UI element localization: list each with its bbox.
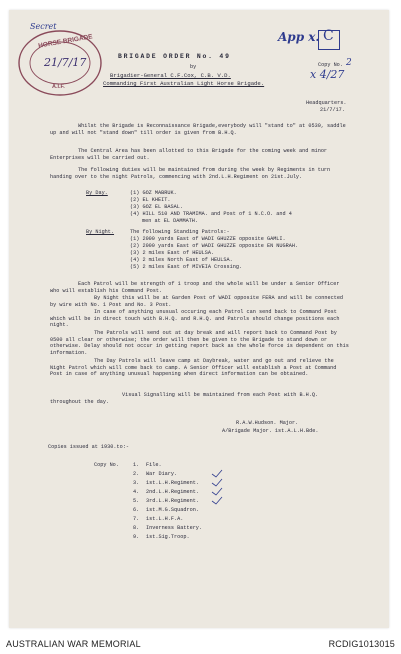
by-day-item: (2) EL KHEIT. (130, 197, 171, 203)
app-mark: App x. (278, 30, 320, 44)
distribution-to: 3rd.L.H.Regiment. (146, 498, 199, 504)
footer-record-id: RCDIG1013015 (328, 639, 395, 649)
distribution-to: 1st.Sig.Troop. (146, 534, 190, 540)
distribution-no: 8. (133, 525, 140, 531)
hq-label: Headquarters. (306, 100, 347, 106)
by-day-item: (1) GOZ MABRUK. (130, 190, 177, 196)
by-night-item: (1) 2000 yards East of WADI GHUZZE opposite GAMLI. (130, 236, 286, 242)
order-title: BRIGADE ORDER No. 49 (118, 53, 231, 60)
para-visual-signalling: Visual Signalling will be maintained from each Post with B.H.Q. throughout the day. (50, 392, 319, 405)
para-night-post: By Night this will be at Garden Post of WADI opposite FERA and will be connected by wire with No. 1 Post and No. 3 Post. (50, 295, 344, 308)
signature-role: A/Brigade Major. 1st.A.L.H.Bde. (222, 428, 319, 434)
by-night-item: (2) 2000 yards East of WADI GHUZZE opposite EN NUGRAH. (130, 243, 299, 249)
commander-name: Brigadier-General C.F.Cox, C.B. V.D. (110, 72, 231, 79)
para-report-back: The Patrols will send out at day break and will report back to Command Post by 0500 all clear or otherwise; the order will then be given to the Brigade to stand down or otherwise. Delay should not occur in getting report back as the whole force is dependent on this information. (50, 330, 349, 356)
stamp-bottom-text: A.I.F. (52, 84, 65, 90)
by-day-item: (4) HILL 510 AND TRAMIMA. and Post of 1 N.C.O. and 4 (130, 211, 292, 217)
by-night-label: By Night. (86, 229, 115, 235)
hq-date: 21/7/17. (320, 107, 345, 113)
tick-marks-icon (210, 468, 240, 528)
copy-number-hand: 2 (346, 58, 352, 68)
distribution-no: 1. (133, 462, 140, 468)
secret-mark: Secret (30, 22, 57, 31)
para-stand-to: Whilst the Brigade is Reconnaissance Brigade,everybody will "stand to" at 0530, saddle up and will not "stand down" till order is given from B.H.Q. (50, 123, 346, 136)
brigade-stamp (16, 28, 104, 98)
distribution-no: 3. (133, 480, 140, 486)
distribution-to: 2nd.L.H.Regiment. (146, 489, 199, 495)
distribution-copy-label: Copy No. (94, 462, 119, 468)
command-title: Commanding First Australian Light Horse Brigade. (103, 80, 265, 87)
by-night-intro: The following Standing Patrols:- (130, 229, 230, 235)
distribution-to: 1st.M.G.Squadron. (146, 507, 199, 513)
distribution-no: 7. (133, 516, 140, 522)
stamp-date: 21/7/17 (44, 56, 87, 69)
distribution-to: 1st.L.H.Regiment. (146, 480, 199, 486)
para-day-patrols: The Day Patrols will leave camp at Daybreak, water and go out and relieve the Night Patrol which will come back to camp. A Senior Officer will establish a Post at Command Post in case of anything unusual happening when direct information can be obtained. (50, 358, 337, 378)
by-day-item: men at EL DAMMATH. (142, 218, 199, 224)
copy-no-label: Copy No. (318, 62, 343, 68)
distribution-to: War Diary. (146, 471, 178, 477)
distribution-intro: Copies issued at 1930.to:- (48, 444, 129, 450)
distribution-no: 9. (133, 534, 140, 540)
stamp-top-text: HORSE BRIGADE (37, 33, 94, 50)
distribution-no: 5. (133, 498, 140, 504)
para-duties: The following duties will be maintained from during the week by Regiments in turn handing over to the night Patrols, commencing with 2nd.L.H.Regiment on 21st.July. (50, 167, 331, 180)
archive-footer (0, 636, 401, 654)
by-day-item: (3) GOZ EL BASAL. (130, 204, 183, 210)
distribution-no: 4. (133, 489, 140, 495)
box-letter: C (323, 28, 334, 44)
order-by: by (190, 64, 197, 70)
by-day-label: By Day. (86, 190, 108, 196)
distribution-to: Inverness Battery. (146, 525, 203, 531)
distribution-to: 1st.L.H.F.A. (146, 516, 184, 522)
distribution-no: 6. (133, 507, 140, 513)
distribution-to: File. (146, 462, 162, 468)
by-night-item: (3) 2 miles East of HEULSA. (130, 250, 215, 256)
folio-mark: x 4/27 (310, 68, 345, 81)
distribution-no: 2. (133, 471, 140, 477)
para-central-area: The Central Area has been allotted to this Brigade for the coming week and minor Enterprises will be carried out. (50, 148, 328, 161)
footer-institution: AUSTRALIAN WAR MEMORIAL (6, 639, 141, 649)
by-night-item: (4) 2 miles North East of HEULSA. (130, 257, 233, 263)
para-unusual: In case of anything unusual occuring each Patrol can send back to Command Post which will be in direct touch with B.H.Q. and R.H.Q. and Patrols should change positions each night. (50, 309, 340, 329)
para-patrol-strength: Each Patrol will be strength of 1 troop and the whole will be under a Senior Officer who will establish his Command Post. (50, 281, 340, 294)
by-night-item: (5) 2 miles East of MIVEIA Crossing. (130, 264, 243, 270)
signature-name: R.A.W.Hudson. Major. (236, 420, 299, 426)
